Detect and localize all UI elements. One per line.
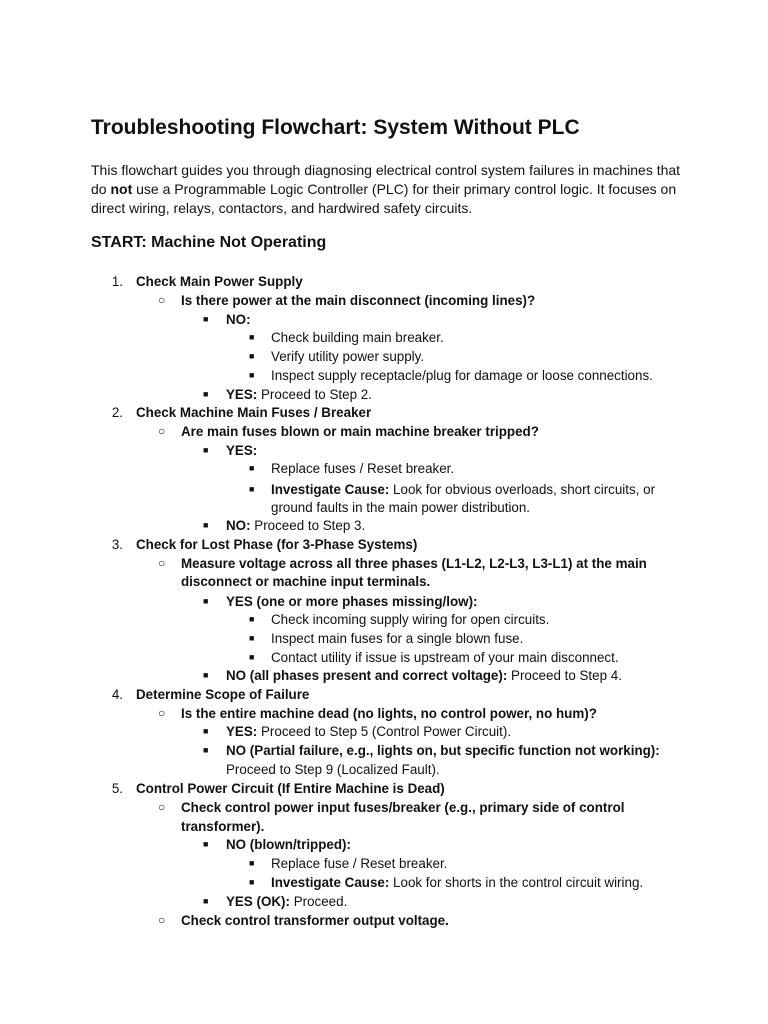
action-item: Investigate Cause: Look for obvious overloads, short circuits, or (271, 482, 656, 497)
intro-text-after: use a Programmable Logic Controller (PLC) for their primary control logic. It focuses on direct wiring, relays, contactors, and hardwired safety circuits. (91, 181, 677, 216)
square-bullet-icon: ■ (249, 652, 255, 662)
branch-item: NO: Proceed to Step 3. (226, 518, 366, 533)
step-heading: Check Main Power Supply (136, 274, 303, 289)
square-bullet-icon: ■ (203, 596, 209, 606)
page-title: Troubleshooting Flowchart: System Without PLC (91, 116, 580, 139)
intro-paragraph (91, 161, 691, 218)
step-number: 4. (111, 687, 123, 702)
branch-item: NO: (226, 312, 251, 327)
question-item: Check control power input fuses/breaker (e.g., primary side of control (181, 800, 625, 815)
question-item-continued: transformer). (181, 819, 265, 834)
step-heading: Check Machine Main Fuses / Breaker (136, 405, 372, 420)
square-bullet-icon: ■ (203, 520, 209, 530)
step-heading: Determine Scope of Failure (136, 687, 310, 702)
step-heading: Check for Lost Phase (for 3-Phase Systems) (136, 537, 418, 552)
action-item: Replace fuses / Reset breaker. (271, 461, 455, 476)
step-number: 5. (111, 781, 123, 796)
square-bullet-icon: ■ (249, 877, 255, 887)
branch-item: YES (one or more phases missing/low): (226, 594, 478, 609)
circle-bullet-icon: ○ (158, 913, 166, 927)
branch-item: NO (blown/tripped): (226, 837, 351, 852)
circle-bullet-icon: ○ (158, 800, 166, 814)
square-bullet-icon: ■ (203, 670, 209, 680)
action-item: Check building main breaker. (271, 330, 444, 345)
branch-item: YES: Proceed to Step 2. (226, 387, 372, 402)
square-bullet-icon: ■ (249, 351, 255, 361)
square-bullet-icon: ■ (203, 896, 209, 906)
branch-item: YES: (226, 443, 258, 458)
square-bullet-icon: ■ (203, 445, 209, 455)
action-item: Replace fuse / Reset breaker. (271, 856, 448, 871)
square-bullet-icon: ■ (249, 332, 255, 342)
square-bullet-icon: ■ (249, 858, 255, 868)
circle-bullet-icon: ○ (158, 706, 166, 720)
branch-item-continued: Proceed to Step 9 (Localized Fault). (226, 762, 440, 777)
step-heading: Control Power Circuit (If Entire Machine is Dead) (136, 781, 445, 796)
intro-emphasis: not (110, 181, 133, 197)
branch-item: YES: Proceed to Step 5 (Control Power Circuit). (226, 724, 512, 739)
step-number: 2. (111, 405, 123, 420)
circle-bullet-icon: ○ (158, 293, 166, 307)
action-item-continued: ground faults in the main power distribution. (271, 500, 531, 515)
circle-bullet-icon: ○ (158, 424, 166, 438)
question-item: Are main fuses blown or main machine breaker tripped? (181, 424, 539, 439)
square-bullet-icon: ■ (249, 484, 255, 494)
square-bullet-icon: ■ (249, 463, 255, 473)
step-number: 1. (111, 274, 123, 289)
action-item: Inspect main fuses for a single blown fuse. (271, 631, 524, 646)
intro-text-before: This flowchart guides you through diagnosing electrical control system failures in machines that do (91, 162, 681, 197)
question-item: Is the entire machine dead (no lights, no control power, no hum)? (181, 706, 597, 721)
action-item: Contact utility if issue is upstream of your main disconnect. (271, 650, 619, 665)
question-item: Check control transformer output voltage. (181, 913, 449, 928)
question-item: Is there power at the main disconnect (incoming lines)? (181, 293, 536, 308)
square-bullet-icon: ■ (249, 614, 255, 624)
question-item-continued: disconnect or machine input terminals. (181, 574, 431, 589)
action-item: Investigate Cause: Look for shorts in the control circuit wiring. (271, 875, 644, 890)
branch-item: YES (OK): Proceed. (226, 894, 348, 909)
action-item: Inspect supply receptacle/plug for damage or loose connections. (271, 368, 653, 383)
question-item: Measure voltage across all three phases (L1-L2, L2-L3, L3-L1) at the main (181, 556, 647, 571)
branch-item: NO (Partial failure, e.g., lights on, but specific function not working): (226, 743, 660, 758)
step-number: 3. (111, 537, 123, 552)
square-bullet-icon: ■ (203, 839, 209, 849)
square-bullet-icon: ■ (203, 314, 209, 324)
square-bullet-icon: ■ (203, 389, 209, 399)
square-bullet-icon: ■ (203, 726, 209, 736)
branch-item: NO (all phases present and correct voltage): Proceed to Step 4. (226, 668, 622, 683)
action-item: Check incoming supply wiring for open circuits. (271, 612, 550, 627)
circle-bullet-icon: ○ (158, 556, 166, 570)
start-heading: START: Machine Not Operating (91, 234, 327, 251)
square-bullet-icon: ■ (249, 633, 255, 643)
square-bullet-icon: ■ (203, 745, 209, 755)
action-item: Verify utility power supply. (271, 349, 425, 364)
square-bullet-icon: ■ (249, 370, 255, 380)
